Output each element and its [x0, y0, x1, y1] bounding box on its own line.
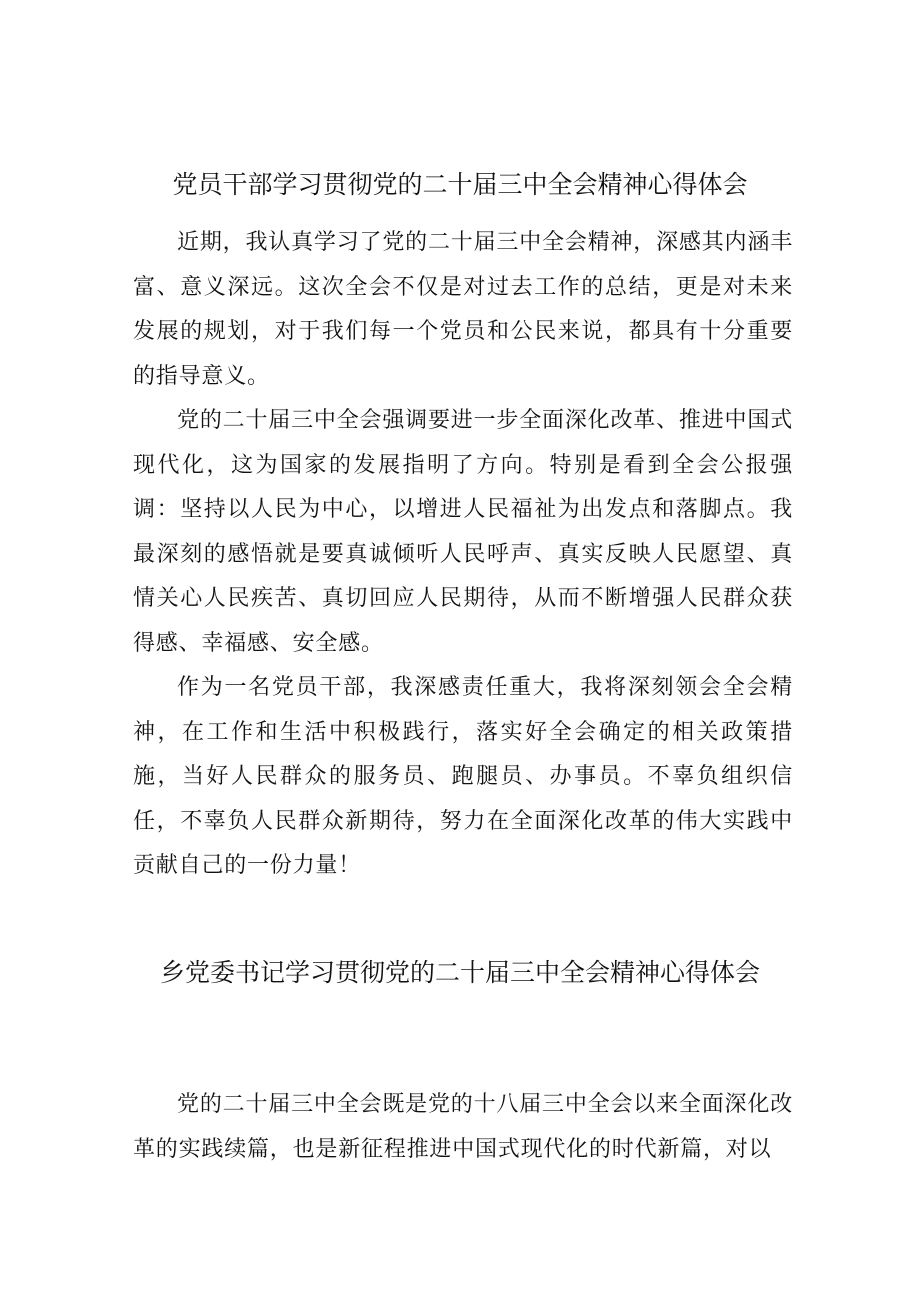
- section-title-2: 乡党委书记学习贯彻党的二十届三中全会精神心得体会: [159, 958, 760, 987]
- paragraph: 党的二十届三中全会既是党的十八届三中全会以来全面深化改革的实践续篇，也是新征程推进中国式现代化的时代新篇，对以: [133, 1092, 793, 1162]
- paragraph: 党的二十届三中全会强调要进一步全面深化改革、推进中国式现代化，这为国家的发展指明了方向。特别是看到全会公报强调：坚持以人民为中心，以增进人民福祉为出发点和落脚点。我最深刻的感悟就是要真诚倾听人民呼声、真实反映人民愿望、真情关心人民疾苦、真切回应人民期待，从而不断增强人民群众获得感、幸福感、安全感。: [133, 408, 793, 656]
- section-body-2: [133, 1083, 793, 1172]
- section-title-1: 党员干部学习贯彻党的二十届三中全会精神心得体会: [172, 170, 748, 199]
- paragraph: 近期，我认真学习了党的二十届三中全会精神，深感其内涵丰富、意义深远。这次全会不仅是对过去工作的总结，更是对未来发展的规划，对于我们每一个党员和公民来说，都具有十分重要的指导意义。: [133, 230, 793, 389]
- paragraph: 作为一名党员干部，我深感责任重大，我将深刻领会全会精神，在工作和生活中积极践行，落实好全会确定的相关政策措施，当好人民群众的服务员、跑腿员、办事员。不辜负组织信任，不辜负人民群众新期待，努力在全面深化改革的伟大实践中贡献自己的一份力量！: [133, 675, 793, 878]
- section-body-1: [133, 221, 793, 889]
